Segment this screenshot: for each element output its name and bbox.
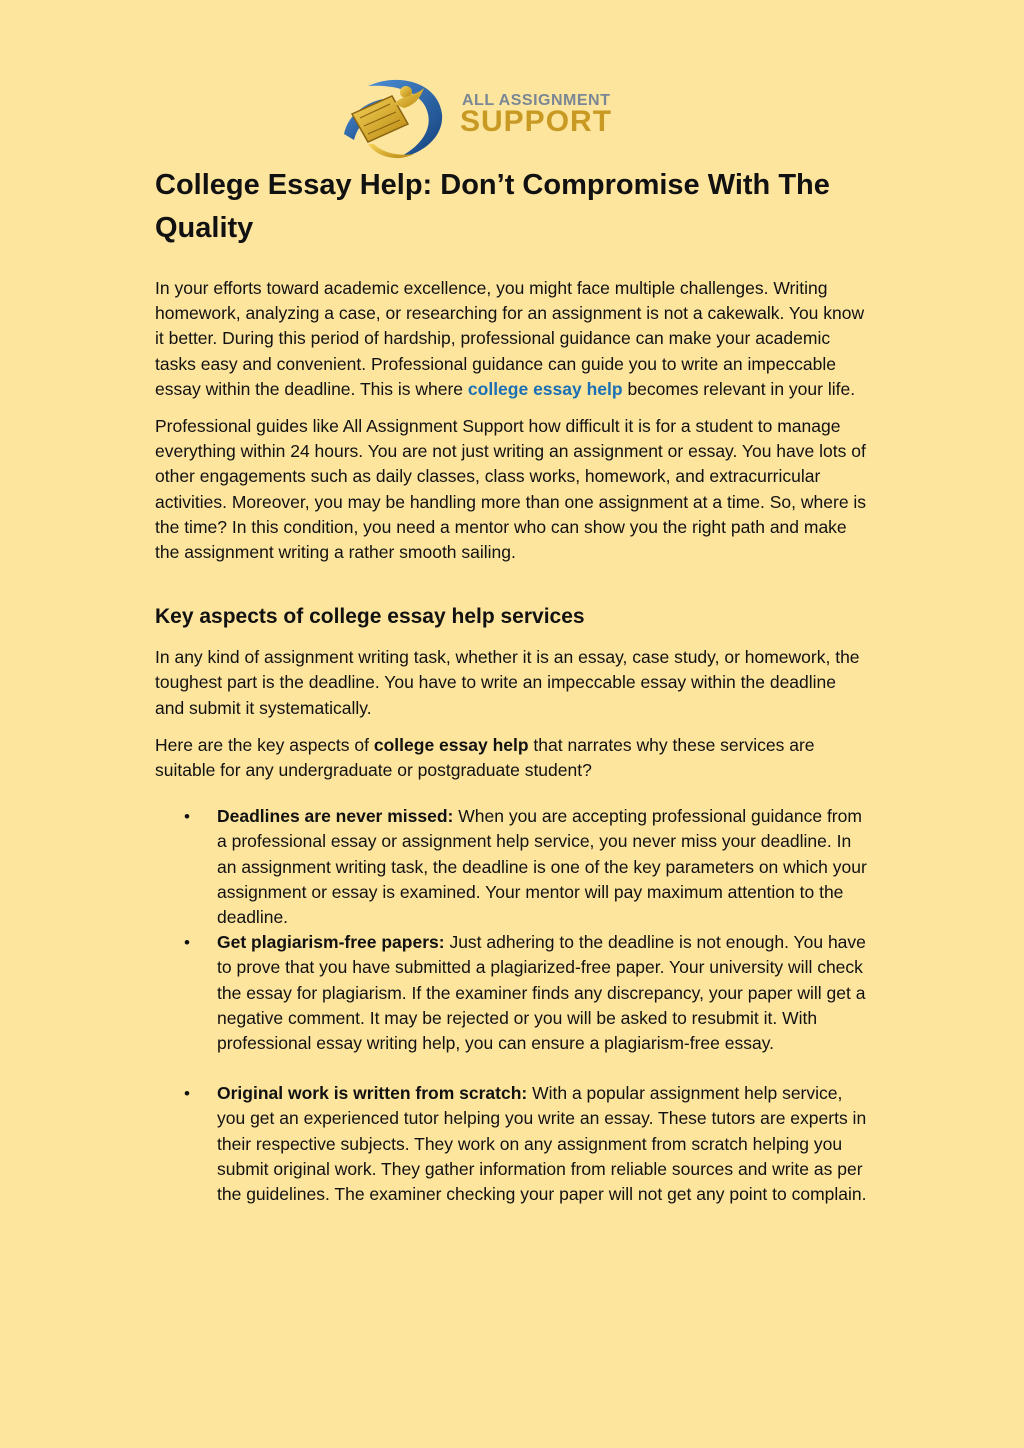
second-paragraph: Professional guides like All Assignment Support how difficult it is for a student to manage everything within 24 hours. You are not just writing an assignment or essay. You have lots of other engagements such as daily classes, class works, homework, and extracurricular activities. Moreover, you may be handling more than one assignment at a time. So, where is the time? In this condition, you need a mentor who can show you the right path and make the assignment writing a rather smooth sailing.: [155, 416, 867, 563]
fourth-paragraph: [155, 733, 870, 783]
bullet-icon: •: [184, 933, 190, 953]
intro-text-before: In your efforts toward academic excellence, you might face multiple challenges. Writing homework, analyzing a case, or researching for an assignment is not a cakewalk. You know it better. During this period of hardship, professional guidance can make your academic tasks easy and convenient. Professional guidance can guide you to write an impeccable essay within the deadline. This is where: [155, 278, 865, 399]
article-body: [155, 164, 870, 1207]
intro-text-after: becomes relevant in your life.: [622, 378, 856, 399]
graduate-scroll-emblem-icon: [338, 74, 458, 164]
fourth-text-after: that narrates why these services are suitable for any undergraduate or postgraduate student?: [155, 734, 815, 781]
bullet-icon: •: [184, 807, 190, 827]
bullet-icon: •: [184, 1084, 190, 1104]
intro-paragraph: [155, 276, 870, 402]
key-aspects-list: [155, 804, 870, 1207]
list-item: [155, 1081, 870, 1207]
college-essay-help-link[interactable]: college essay help: [467, 378, 623, 399]
list-item: [155, 930, 870, 1056]
list-item-text: When you are accepting professional guidance from a professional essay or assignment help service, you never miss your deadline. In an assignment writing task, the deadline is one of the key parameters on which your assignment or essay is examined. Your mentor will pay maximum attention to the deadline.: [217, 806, 867, 928]
third-paragraph: In any kind of assignment writing task, whether it is an essay, case study, or homework, the toughest part is the deadline. You have to write an impeccable essay within the deadline and submit it systematically.: [155, 647, 860, 718]
fourth-text-before: Here are the key aspects of: [155, 734, 374, 755]
page-title: College Essay Help: Don’t Compromise With The Quality: [155, 169, 830, 244]
list-item-heading: Deadlines are never missed:: [217, 806, 454, 827]
brand-logo: [338, 74, 638, 164]
section-heading: Key aspects of college essay help services: [155, 605, 585, 629]
logo-text-bottom: SUPPORT: [460, 105, 613, 138]
list-item: [155, 804, 870, 930]
fourth-bold-phrase: college essay help: [373, 734, 529, 755]
list-item-heading: Get plagiarism-free papers:: [217, 932, 445, 953]
list-item-text: With a popular assignment help service, you get an experienced tutor helping you write an essay. These tutors are experts in their respective subjects. They work on any assignment from scratch helping you submit original work. They gather information from reliable sources and write as per the guidelines. The examiner checking your paper will not get any point to complain.: [217, 1083, 867, 1205]
list-item-heading: Original work is written from scratch:: [217, 1083, 528, 1104]
logo-text-top: ALL ASSIGNMENT: [462, 92, 611, 109]
list-item-text: Just adhering to the deadline is not enough. You have to prove that you have submitted a plagiarized-free paper. Your university will check the essay for plagiarism. If the examiner finds any discrepancy, your paper will get a negative comment. It may be rejected or you will be asked to resubmit it. With professional essay writing help, you can ensure a plagiarism-free essay.: [217, 932, 866, 1054]
